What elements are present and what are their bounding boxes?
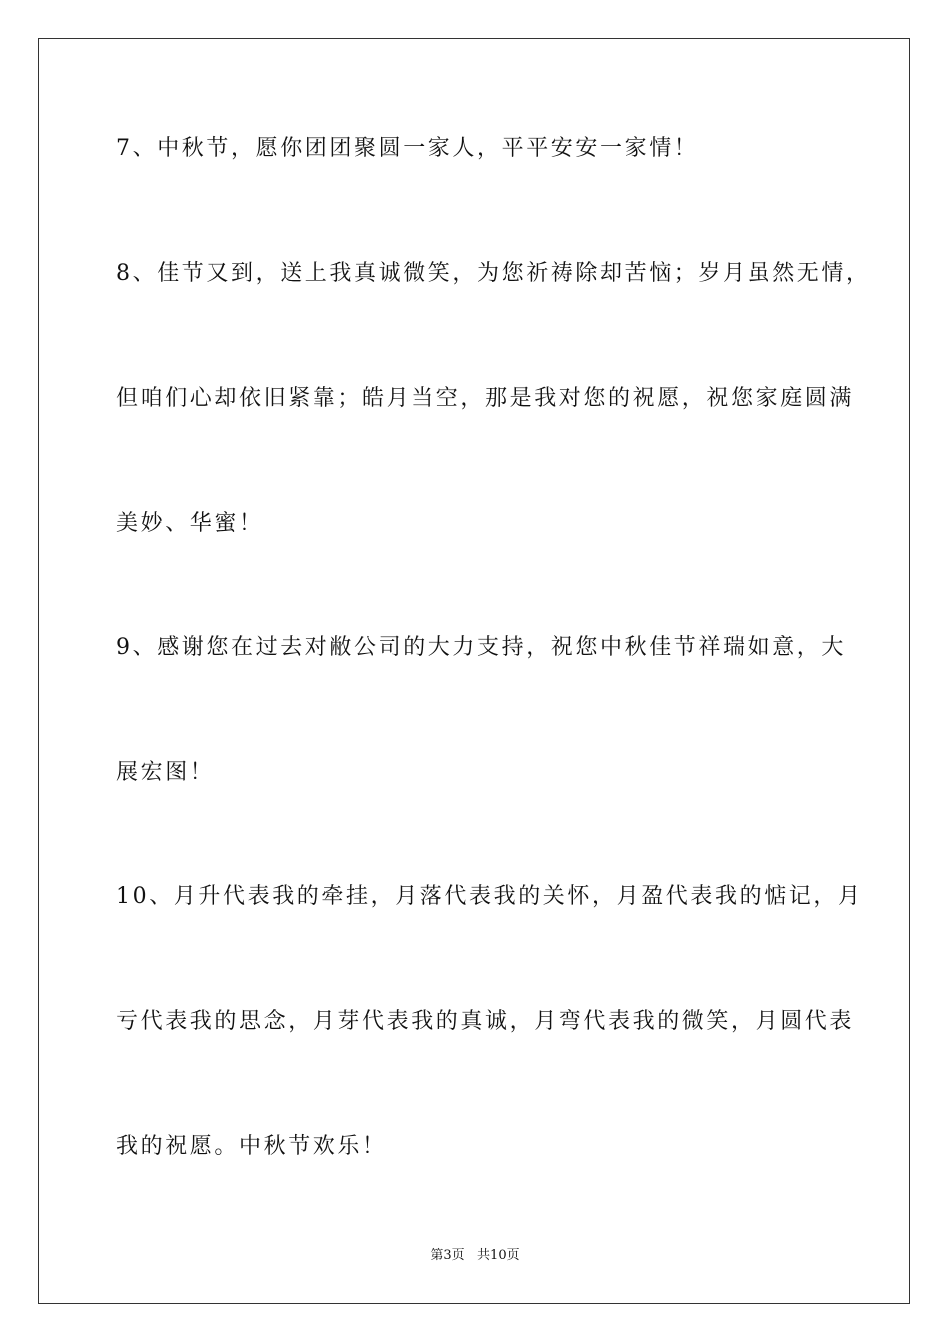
paragraph-line-4: 美妙、华蜜！ (116, 511, 264, 536)
paragraph-line-5: 9、感谢您在过去对敝公司的大力支持，祝您中秋佳节祥瑞如意，大 (116, 635, 846, 660)
paragraph-line-9: 我的祝愿。中秋节欢乐！ (116, 1134, 387, 1159)
paragraph-line-3: 但咱们心却依旧紧靠；皓月当空，那是我对您的祝愿，祝您家庭圆满 (116, 386, 855, 411)
paragraph-line-8: 亏代表我的思念，月芽代表我的真诚，月弯代表我的微笑，月圆代表 (116, 1009, 855, 1034)
page-number-footer: 第3页 共10页 (430, 1248, 520, 1263)
paragraph-line-6: 展宏图！ (116, 760, 215, 785)
paragraph-line-1: 7、中秋节，愿你团团聚圆一家人，平平安安一家情！ (116, 136, 699, 161)
paragraph-line-2: 8、佳节又到，送上我真诚微笑，为您祈祷除却苦恼；岁月虽然无情， (116, 261, 871, 286)
paragraph-line-7: 10、月升代表我的牵挂，月落代表我的关怀，月盈代表我的惦记，月 (116, 884, 863, 909)
page-border (38, 38, 910, 1304)
